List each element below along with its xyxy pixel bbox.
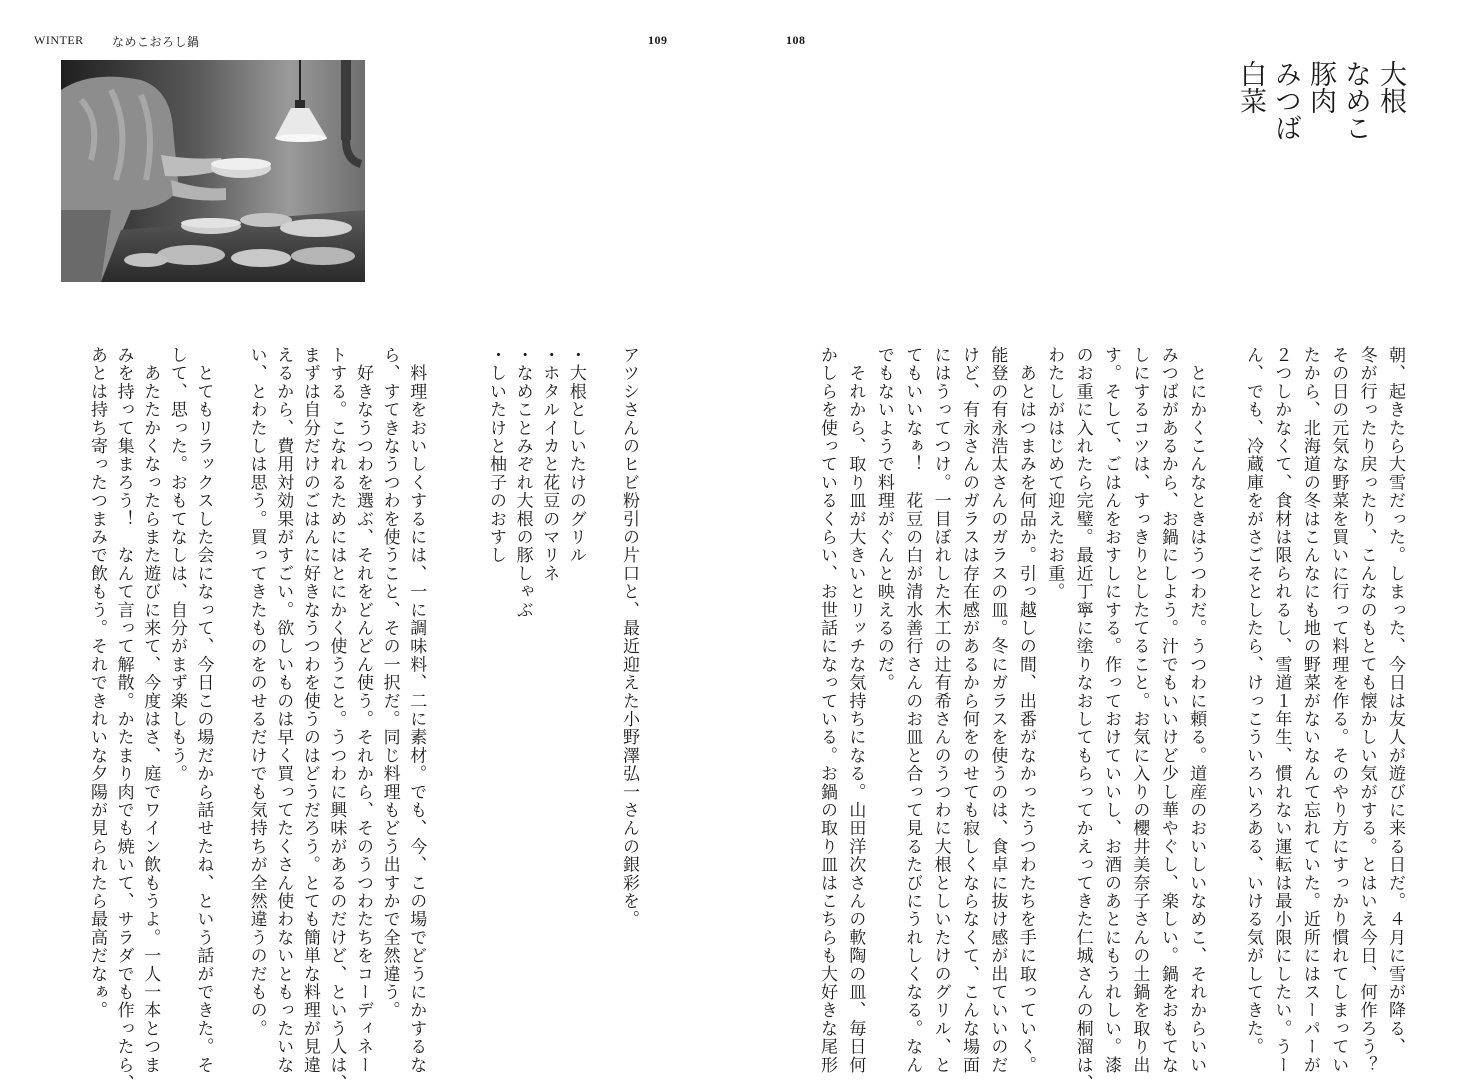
ingredient-5: 白菜 bbox=[1235, 60, 1266, 114]
left-body-line-9: 料理をおいしくするには、一に調味料、二に素材。でも、今、この場でどうにかするな bbox=[406, 346, 427, 1074]
left-body-line-3: ・大根としいたけのグリル bbox=[565, 346, 586, 565]
right-body-line-13: わたしがはじめて迎えたお重。 bbox=[1044, 346, 1065, 601]
left-body-line-19: あたたかくなったらまた遊びに来て、今度はさ、庭でワイン飲もうよ。一人一本とつま bbox=[140, 346, 161, 1074]
left-body-line-6: ・しいたけと柚子のおすし bbox=[486, 346, 506, 565]
right-body-line-10: しにするコツは、すっきりとしたてること。お気に入りの櫻井美奈子さんの土鍋を取り出 bbox=[1129, 346, 1150, 1074]
right-body-line-14: あとはつまみを何品か。引っ越しの間、出番がなかったうつわたちを手に取っていく。 bbox=[1015, 346, 1036, 1074]
right-page-body bbox=[810, 346, 1408, 1092]
left-body-line-4: ・ホタルイカと花豆のマリネ bbox=[539, 346, 560, 583]
left-body-line-11: 好きなうつわを選ぶ、それをどんどん使う。それから、そのうつわたちをコーディネー bbox=[353, 346, 373, 1074]
right-body-line-6: ん、でも、冷蔵庫をがさごそとしたら、けっこういろいろある、いける気がしてきた。 bbox=[1243, 346, 1263, 1056]
right-body-line-7 bbox=[1209, 346, 1237, 966]
left-body-line-16 bbox=[216, 346, 243, 966]
left-body-line-7 bbox=[456, 346, 483, 966]
right-body-line-12: のお重に入れたら完璧。最近丁寧に塗りなおしてもらってかえってきた仁城さんの桐溜は、 bbox=[1072, 346, 1093, 1092]
right-body-line-5: ２つしかなくて、食材は限られるし、雪道１年生、慣れない運転は最小限にしたい。うー bbox=[1271, 346, 1292, 1074]
right-body-line-18: てもいいなぁ！ 花豆の白が清水善行さんのお皿と合って見るたびにうれしくなる。なん bbox=[902, 346, 923, 1074]
right-body-line-16: けど、有永さんのガラスは存在感があるから何をのせても寂しくならなくて、こんな場面 bbox=[959, 346, 979, 1074]
left-page-number: 109 bbox=[648, 33, 668, 47]
right-body-line-17: にはうってつけ。一目ぼれした木工の辻有希さんのうつわに大根としいたけのグリル、と bbox=[930, 346, 951, 1074]
left-body-line-10: ら、すてきなうつわを使うこと、その一択だ。同じ料理もどう出すかで全然違う。 bbox=[379, 346, 400, 1020]
left-body-line-15: い、とわたしは思う。買ってきたものをのせるだけでも気持ちが全然違うのだもの。 bbox=[246, 346, 267, 1038]
right-body-line-2: 冬が行ったり戻ったり、こんなのもとても懐かしい気がする。とはいえ今日、何作ろう？ bbox=[1356, 346, 1377, 1074]
left-body-line-5: ・なめことみぞれ大根の豚しゃぶ bbox=[512, 346, 533, 619]
left-body-line-1: アツシさんのヒビ粉引の片口と、最近迎えた小野澤弘一さんの銀彩を。 bbox=[619, 346, 639, 929]
ingredient-1: 大根 bbox=[1375, 60, 1406, 114]
left-page-body bbox=[82, 346, 642, 1092]
ingredient-list bbox=[1232, 60, 1408, 190]
left-body-line-2 bbox=[589, 346, 616, 966]
right-page-number: 108 bbox=[786, 33, 806, 47]
right-body-line-8: とにかくこんなときはうつわだ。うつわに頼る。道産のおいしいなめこ、それからいい bbox=[1186, 346, 1207, 1074]
kitchen-photo bbox=[61, 60, 365, 282]
left-body-line-14: えるから、費用対効果がすごい。欲しいものは早く買ってたくさん使わないともったいな bbox=[273, 346, 294, 1074]
right-body-line-15: 能登の有永浩太さんのガラスの皿。冬にガラスを使うのは、食卓に抜け感が出ていいのだ bbox=[987, 346, 1008, 1074]
left-body-line-17: とてもリラックスした会になって、今日この場だから話せたね、という話ができた。そ bbox=[193, 346, 214, 1074]
right-body-line-21: かしらを使っているくらい、お世話になっている。お鍋の取り皿はこちらも大好きな尾形 bbox=[817, 346, 837, 1074]
right-body-line-1: 朝、起きたら大雪だった。しまった、今日は友人が遊びに来る日だ。４月に雪が降る、 bbox=[1385, 346, 1405, 1056]
left-body-line-13: まずは自分だけのごはんに好きなうつわを使うのはどうだろう。とても簡単な料理が見違 bbox=[299, 346, 320, 1074]
left-body-line-12: トする。こなれるためにはとにかく使うこと。うつわに興味があるのだけど、という人は、 bbox=[326, 346, 347, 1092]
right-body-line-11: す。そして、ごはんをおすしにする。作っておけていいし、お酒のあとにもうれしい。漆 bbox=[1101, 346, 1121, 1074]
ingredient-2: なめこ bbox=[1340, 60, 1371, 141]
left-body-line-8 bbox=[429, 346, 456, 966]
left-body-line-18: して、思った。おもてなしは、自分がまず楽しもう。 bbox=[166, 346, 187, 783]
right-body-line-20: それから、取り皿が大きいとリッチな気持ちになる。山田洋次さんの軟陶の皿、毎日何 bbox=[845, 346, 866, 1074]
ingredient-4: みつば bbox=[1270, 60, 1301, 141]
right-body-line-19: でもないようで料理がぐんと映えるのだ。 bbox=[873, 346, 894, 692]
right-body-line-4: たから、北海道の冬はこんなにも地の野菜がないなんて忘れていた。近所にはスーパーが bbox=[1299, 346, 1320, 1074]
ingredient-3: 豚肉 bbox=[1305, 60, 1336, 114]
right-body-line-3: その日の元気な野菜を買いに行って料理を作る。そのやり方にすっかり慣れてしまってい bbox=[1328, 346, 1349, 1074]
left-body-line-20: みを持って集まろう！ なんて言って解散。かたまり肉でも焼いて、サラダでも作ったら、 bbox=[113, 346, 134, 1092]
recipe-title: なめこおろし鍋 bbox=[112, 35, 200, 49]
right-body-line-9: みつばがあるから、お鍋にしよう。汁でもいいけど少し華やぐし、楽しい。鍋をおもてな bbox=[1157, 346, 1178, 1074]
section-label: WINTER bbox=[34, 33, 84, 47]
photo-illustration bbox=[61, 60, 365, 282]
left-body-line-21: あとは持ち寄ったつまみで飲もう。それできれいな夕陽が見られたら最高だなぁ。 bbox=[87, 346, 107, 1020]
